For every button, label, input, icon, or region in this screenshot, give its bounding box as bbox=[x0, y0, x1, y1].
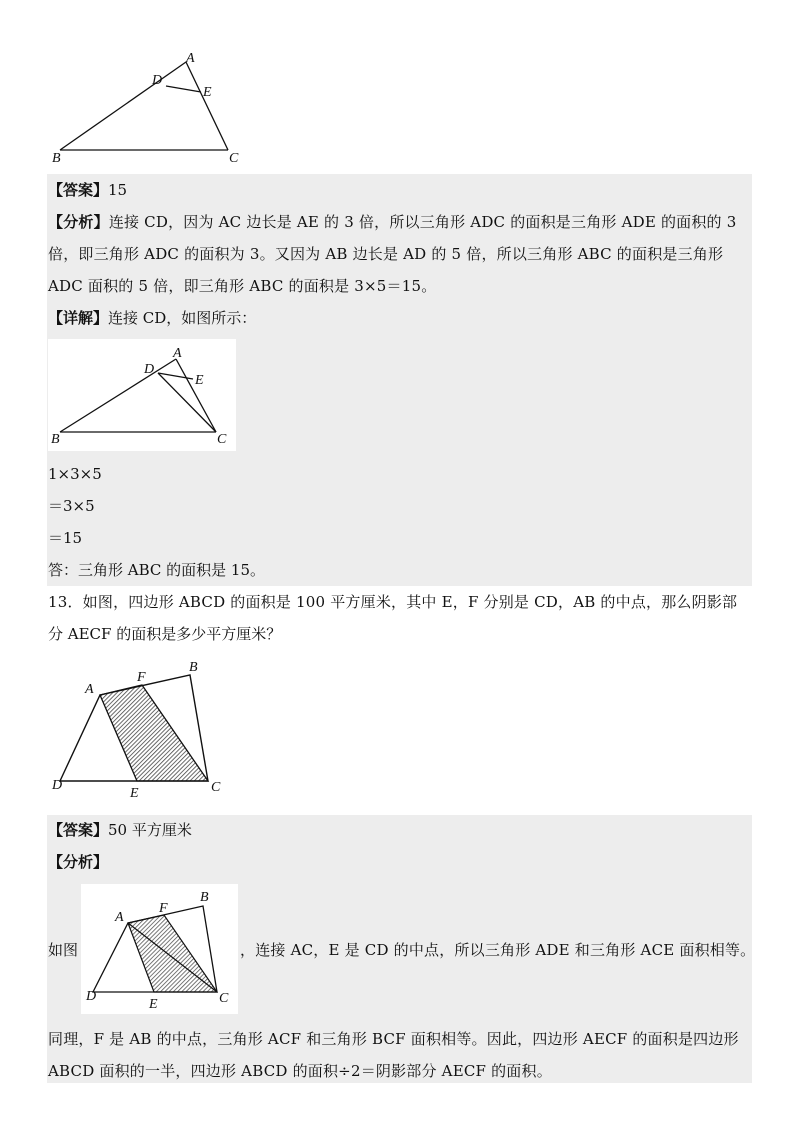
label-b: B bbox=[200, 890, 209, 905]
label-d: D bbox=[152, 73, 163, 88]
q13-analysis-prefix: 如图 bbox=[48, 941, 79, 959]
q13-analysis-line-3: ABCD 面积的一半，四边形 ABCD 的面积÷2＝阴影部分 AECF 的面积。 bbox=[48, 1062, 552, 1080]
label-a: A bbox=[85, 682, 94, 697]
label-b: B bbox=[51, 432, 60, 447]
label-c: C bbox=[211, 780, 221, 795]
q12-calc-3: ＝15 bbox=[48, 529, 83, 547]
label-f: F bbox=[137, 670, 146, 685]
q12-analysis-line-2: 倍，即三角形 ADC 的面积为 3。又因为 AB 边长是 AD 的 5 倍，所以三角形 ABC 的面积是三角形 bbox=[48, 245, 724, 263]
label-e: E bbox=[130, 786, 139, 801]
figure-triangle-abc bbox=[48, 52, 248, 167]
q12-final-answer: 答：三角形 ABC 的面积是 15。 bbox=[48, 561, 266, 579]
label-d: D bbox=[86, 989, 97, 1004]
label-e: E bbox=[203, 85, 212, 100]
q13-question-line-2: 分 AECF 的面积是多少平方厘米？ bbox=[48, 625, 282, 643]
label-b: B bbox=[189, 660, 198, 675]
q13-answer-line: 【答案】50 平方厘米 bbox=[48, 821, 192, 839]
q12-calc-2: ＝3×5 bbox=[48, 497, 95, 515]
q12-calc-1: 1×3×5 bbox=[48, 465, 102, 483]
label-a: A bbox=[186, 52, 195, 66]
label-f: F bbox=[159, 901, 168, 916]
figure-quadrilateral-abcd bbox=[48, 655, 238, 805]
figure-triangle-abc-connected bbox=[48, 339, 236, 451]
q12-analysis-line-1: 【分析】连接 CD，因为 AC 边长是 AE 的 3 倍，所以三角形 ADC 的面积是三角形 ADE 的面积的 3 bbox=[48, 213, 737, 231]
label-b: B bbox=[52, 151, 61, 166]
figure-quadrilateral-connected bbox=[81, 884, 238, 1014]
label-e: E bbox=[195, 373, 204, 388]
label-e: E bbox=[149, 997, 158, 1012]
q13-question-line-1: 13．如图，四边形 ABCD 的面积是 100 平方厘米，其中 E，F 分别是 CD，AB 的中点，那么阴影部 bbox=[48, 593, 738, 611]
q13-analysis-line-2: 同理，F 是 AB 的中点，三角形 ACF 和三角形 BCF 面积相等。因此，四边形 AECF 的面积是四边形 bbox=[48, 1030, 739, 1048]
label-c: C bbox=[217, 432, 227, 447]
label-d: D bbox=[144, 362, 155, 377]
label-c: C bbox=[219, 991, 229, 1006]
label-a: A bbox=[115, 910, 124, 925]
q12-detail-line: 【详解】连接 CD，如图所示： bbox=[48, 309, 257, 327]
q12-analysis-line-3: ADC 面积的 5 倍，即三角形 ABC 的面积是 3×5＝15。 bbox=[48, 277, 437, 295]
q13-analysis-label: 【分析】 bbox=[48, 853, 109, 871]
label-a: A bbox=[173, 346, 182, 361]
q13-analysis-suffix: ，连接 AC，E 是 CD 的中点，所以三角形 ADE 和三角形 ACE 面积相等。 bbox=[240, 941, 756, 959]
label-d: D bbox=[52, 778, 63, 793]
label-c: C bbox=[229, 151, 239, 166]
q12-answer-line: 【答案】15 bbox=[48, 181, 128, 199]
